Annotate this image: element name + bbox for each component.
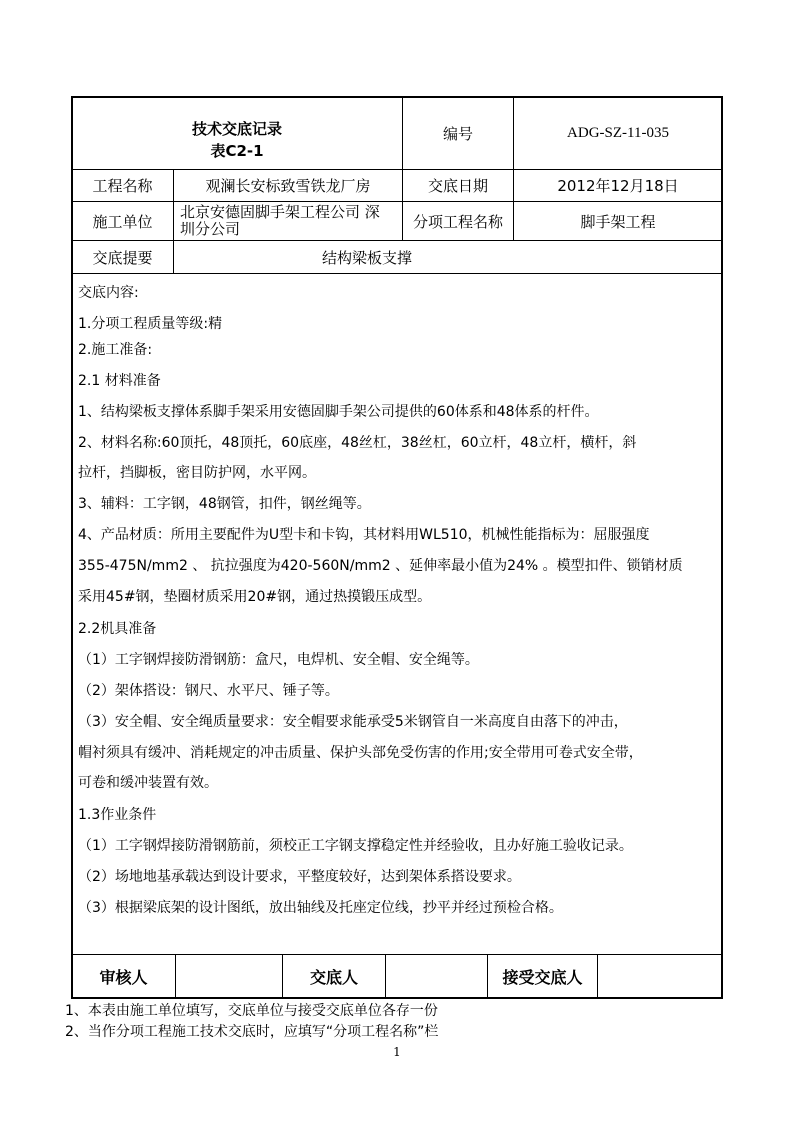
subproject-name: 脚手架工程	[580, 212, 656, 231]
receiver-signature	[598, 955, 722, 998]
content-line: （3）安全帽、安全绳质量要求：安全帽要求能承受5米钢管自一米高度自由落下的冲击，	[78, 714, 628, 730]
subproject-label: 分项工程名称	[412, 212, 503, 231]
content-line: 2.2机具准备	[78, 621, 157, 637]
contractor-line: 圳分公司	[180, 220, 241, 238]
summary-text: 结构梁板支撑	[322, 248, 413, 267]
project-name-label: 工程名称	[92, 177, 153, 195]
content-line: 拉杆，挡脚板，密目防护网，水平网。	[78, 465, 316, 481]
content-line: （1）工字钢焊接防滑钢筋：盒尺，电焊机、安全帽、安全绳等。	[78, 652, 479, 668]
contractor-line: 北京安德固脚手架工程公司 深	[180, 203, 380, 221]
content-line: （2）架体搭设：钢尺、水平尺、锤子等。	[78, 683, 339, 699]
content-line: 1、结构梁板支撑体系脚手架采用安德固脚手架公司提供的60体系和48体系的杆件。	[78, 404, 599, 420]
contractor-name	[174, 202, 402, 240]
discloser-signature	[386, 955, 487, 998]
date-label: 交底日期	[427, 177, 488, 195]
receiver-label: 接受交底人	[502, 968, 583, 987]
content-line: （1）工字钢焊接防滑钢筋前，须校正工字钢支撑稳定性并经验收，且办好施工验收记录。	[78, 838, 633, 854]
content-line: 1.分项工程质量等级:精	[78, 316, 223, 332]
disclosure-date: 2012年12月18日	[557, 177, 679, 195]
content-line: 采用45#钢，垫圈材质采用20#钢，通过热摸锻压成型。	[78, 589, 432, 605]
content-line: 1.3作业条件	[78, 807, 157, 823]
content-line: 355-475N/mm2 、 抗拉强度为420-560N/mm2 、延伸率最小值为24% 。模型扣件、锁销材质	[78, 558, 683, 574]
row-divider	[72, 273, 722, 274]
number-value: ADG-SZ-11-035	[567, 124, 669, 141]
discloser-label: 交底人	[309, 968, 358, 987]
content-line: 交底内容:	[78, 285, 139, 301]
footnote: 1、本表由施工单位填写，交底单位与接受交底单位各存一份	[65, 1003, 438, 1019]
content-line: 可卷和缓冲装置有效。	[78, 775, 218, 791]
content-line: （3）根据梁底架的设计图纸，放出轴线及托座定位线，抄平并经过预检合格。	[78, 900, 563, 916]
document-title: 技术交底记录	[191, 120, 282, 138]
content-line: 3、辅料：工字钢，48钢管，扣件，钢丝绳等。	[78, 496, 371, 512]
number-label: 编号	[442, 124, 473, 143]
content-line: 2、材料名称:60顶托，48顶托，60底座，48丝杠，38丝杠，60立杆，48立杆，横杆，斜	[78, 435, 637, 451]
content-line: 2.1 材料准备	[78, 373, 161, 389]
project-name: 观澜长安标致雪铁龙厂房	[205, 177, 371, 195]
footnote: 2、当作分项工程施工技术交底时，应填写“分项工程名称”栏	[65, 1024, 439, 1040]
reviewer-signature	[176, 955, 282, 998]
reviewer-label: 审核人	[99, 968, 148, 987]
form-number: 表C2-1	[210, 142, 264, 160]
content-line: 4、产品材质：所用主要配件为U型卡和卡钩，其材料用WL510，机械性能指标为：屈服强度	[78, 527, 650, 543]
content-line: 2.施工准备:	[78, 342, 153, 358]
content-line: （2）场地地基承载达到设计要求，平整度较好，达到架体系搭设要求。	[78, 869, 521, 885]
document-title-block	[72, 97, 402, 169]
summary-label: 交底提要	[92, 248, 153, 267]
content-line: 帽衬须具有缓冲、消耗规定的冲击质量、保护头部免受伤害的作用;安全带用可卷式安全带，	[78, 745, 643, 761]
page-number: 1	[393, 1045, 401, 1059]
contractor-label: 施工单位	[92, 212, 153, 231]
